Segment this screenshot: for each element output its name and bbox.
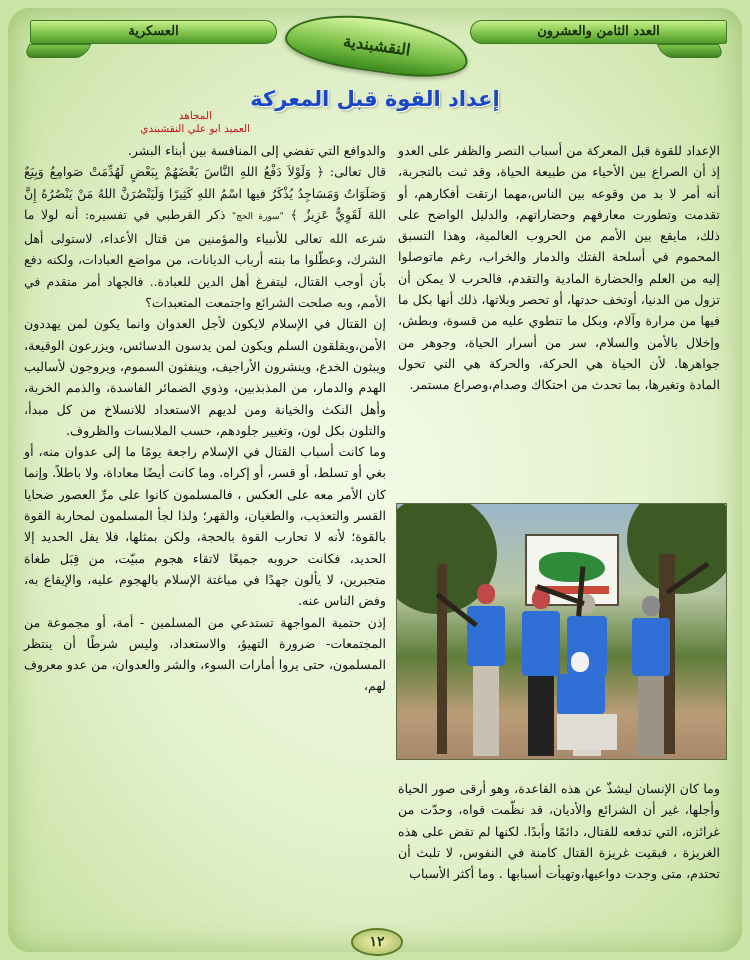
- ribbon-tail-right: [657, 44, 726, 58]
- paragraph: وما كان الإنسان ليشذّ عن هذه القاعدة، وهو أرقى صور الحياة وأجلها، غير أن الشرائع والأديان، قد نظّمت قواه، وحدّت من غرائزه، التي تدفعه للقتال، دائمًا وأبدًا. لكنها لم تقض على هذه الغريزة ، فبقيت غريزة القتال كامنة في النفوس، لا تلبث أن تحتدم، متى وجدت دواعيها،وتهيأت أسبابها . وما أكثر الأسباب: [398, 781, 720, 882]
- shirt: [522, 611, 560, 676]
- article-photo: [396, 503, 727, 760]
- paragraph: والدوافع التي تفضي إلى المنافسة بين أبناء البشر.: [127, 143, 386, 158]
- quran-verse: [24, 161, 386, 313]
- ribbon-tail-left: [23, 44, 92, 58]
- legs: [638, 676, 664, 756]
- article-title: إعداد القوة قبل المعركة: [250, 87, 500, 111]
- author-role: المجاهد: [178, 110, 212, 122]
- article-column-left: [24, 140, 386, 930]
- quran-text: ﴿ وَلَوْلاَ دَفْعُ اللهِ النَّاسَ بَعْضَهُمْ بِبَعْضٍ لَهُدِّمَتْ صَوامِعُ وَبِيَعٌ وَصَلَوَاتٌ وَمَسَاجِدُ يُذْكَرُ فيها اسْمُ اللهِ كَثِيرًا وَلَيَنْصُرَنَّ اللهُ مَنْ يَنْصُرُهُ إِنَّ اللهَ لَقَوِيٌّ عَزِيزٌ ﴾: [24, 164, 386, 222]
- author-byline: [120, 110, 250, 136]
- emblem-text: النقشبندية: [342, 30, 412, 60]
- tree: [627, 503, 727, 594]
- legs: [473, 666, 499, 756]
- section-ribbon: العسكرية: [30, 20, 277, 44]
- paragraph: وما كانت أسباب القتال في الإسلام راجعة يومًا ما إلى عدوان منه، أو بغي أو تسلط، أو قسر، أو إكراه. وما كانت أيضًا معاداة، ولا باطلاً. وإنما كان الأمر معه على العكس ، فالمسلمون كانوا على مرِّ العصور ضحايا القسر والتعذيب، والطغيان، والقهر؛ ولذا لجأ المسلمون لمحاربة القوة بالقوة؛ لأنه لا تحارب القوة بالحجة، ولكن بمثلها، فلا يفل الحديد إلا الحديد، فكانت حروبه جميعًا لاتقاء هجوم مبيّت، من قِبَل طغاة متجبرين، لا يألون جهدًا في مباغتة الإسلام بالهجوم عليه، والإيقاع به، وفض الناس عنه.: [24, 444, 386, 609]
- shirt: [467, 606, 505, 666]
- shirt: [632, 618, 670, 676]
- article-column-right-top: [398, 140, 720, 500]
- legs: [557, 714, 617, 750]
- paragraph: الإعداد للقوة قبل المعركة من أسباب النصر والظفر على العدو إذ أن الصراع بين الأحياء من طبيعة الحياة، وقد ثبت بالتجربة، أنه أمر لا بد من وقوعه بين الناس،مهما ارتقت أفكارهم، أو تقدمت وتطورت معارفهم وحضاراتهم، والدليل الواضح على ذلك، مايقع بين الأمم من الحروب العالمية، وهذا التسبق المحموم في أسلحة الفتك والدمار والخراب، رغم ماتوصلوا إليه من العلم والحضارة المادية والتقدم، فالحرب لا يمكن أن تزول من الدنيا، أوتخف حدتها، أو تحصر وبلاتها، ذلك أنها بكل ما فيها من مرارة وآلام، وبكل ما تنطوي عليه من قسوة، وبطش، وإخلال بالأمن والسلام، سر من أسرار الحياة، وجوهر من جواهرها. لأن الحياة هي الحركة، والحركة هي التي تحول المادة وتغيرها، بما تحدث من احتكاك وصدام،وصراع مستمر.: [398, 143, 720, 393]
- quran-reference: "سورة الحج": [231, 211, 284, 222]
- banner-map: [539, 552, 605, 582]
- page-number: ١٢: [351, 928, 403, 956]
- paragraph: إن القتال في الإسلام لايكون لأجل العدوان وانما يكون لمن يهددون الأمن،ويقلقون السلم ويكون لمن يدسون الدسائس، ويزرعون الوقيعة، ويبثون الخدع، وينشرون الأراجيف، وينفثون السموم، ويروجون لأساليب الهدم والدمار، من المذبذبين، وذوي الضمائر الفاسدة، والذمم الخربة، وأهل النكث والخيانة ومن لديهم الاستعداد للانسلاخ من كل مبدأ، والتلون بكل لون، وتغيير جلودهم، حسب الملابسات والظروف.: [24, 316, 386, 438]
- shirt: [557, 674, 605, 714]
- author-name: العميد ابو علي النقشبندي: [140, 123, 250, 135]
- paragraph: إذن حتمية المواجهة تستدعي من المسلمين - أمة، أو مجموعة من المجتمعات- ضرورة التهيؤ، والاستعداد، وليس شرطًا أن ينتظر المسلمون، حتى يروا أمارات السوء، والشر والعدوان، من عدو معروف لهم،: [24, 614, 386, 694]
- head: [571, 652, 589, 672]
- issue-ribbon: العدد الثامن والعشرون: [470, 20, 727, 44]
- article-column-right-bottom: [398, 778, 720, 928]
- head: [477, 584, 495, 604]
- legs: [528, 676, 554, 756]
- quran-intro: قال تعالى:: [329, 164, 386, 180]
- paragraph: ذكر القرطبي في تفسيره: أنه لولا ما شرعه الله تعالى للأنبياء والمؤمنين من قتال الأعداء، لاستولى أهل الشرك، وعطّلوا ما بنته أرباب الديانات، من مواضع العبادات، ولكنه دفع بأن أوجب القتال، ليتفرغ أهل الدين للعبادة.. فالجهاد أمر متقدم في الأمم، وبه صلحت الشرائع واجتمعت المتعبدات؟: [24, 206, 386, 311]
- head: [642, 596, 660, 616]
